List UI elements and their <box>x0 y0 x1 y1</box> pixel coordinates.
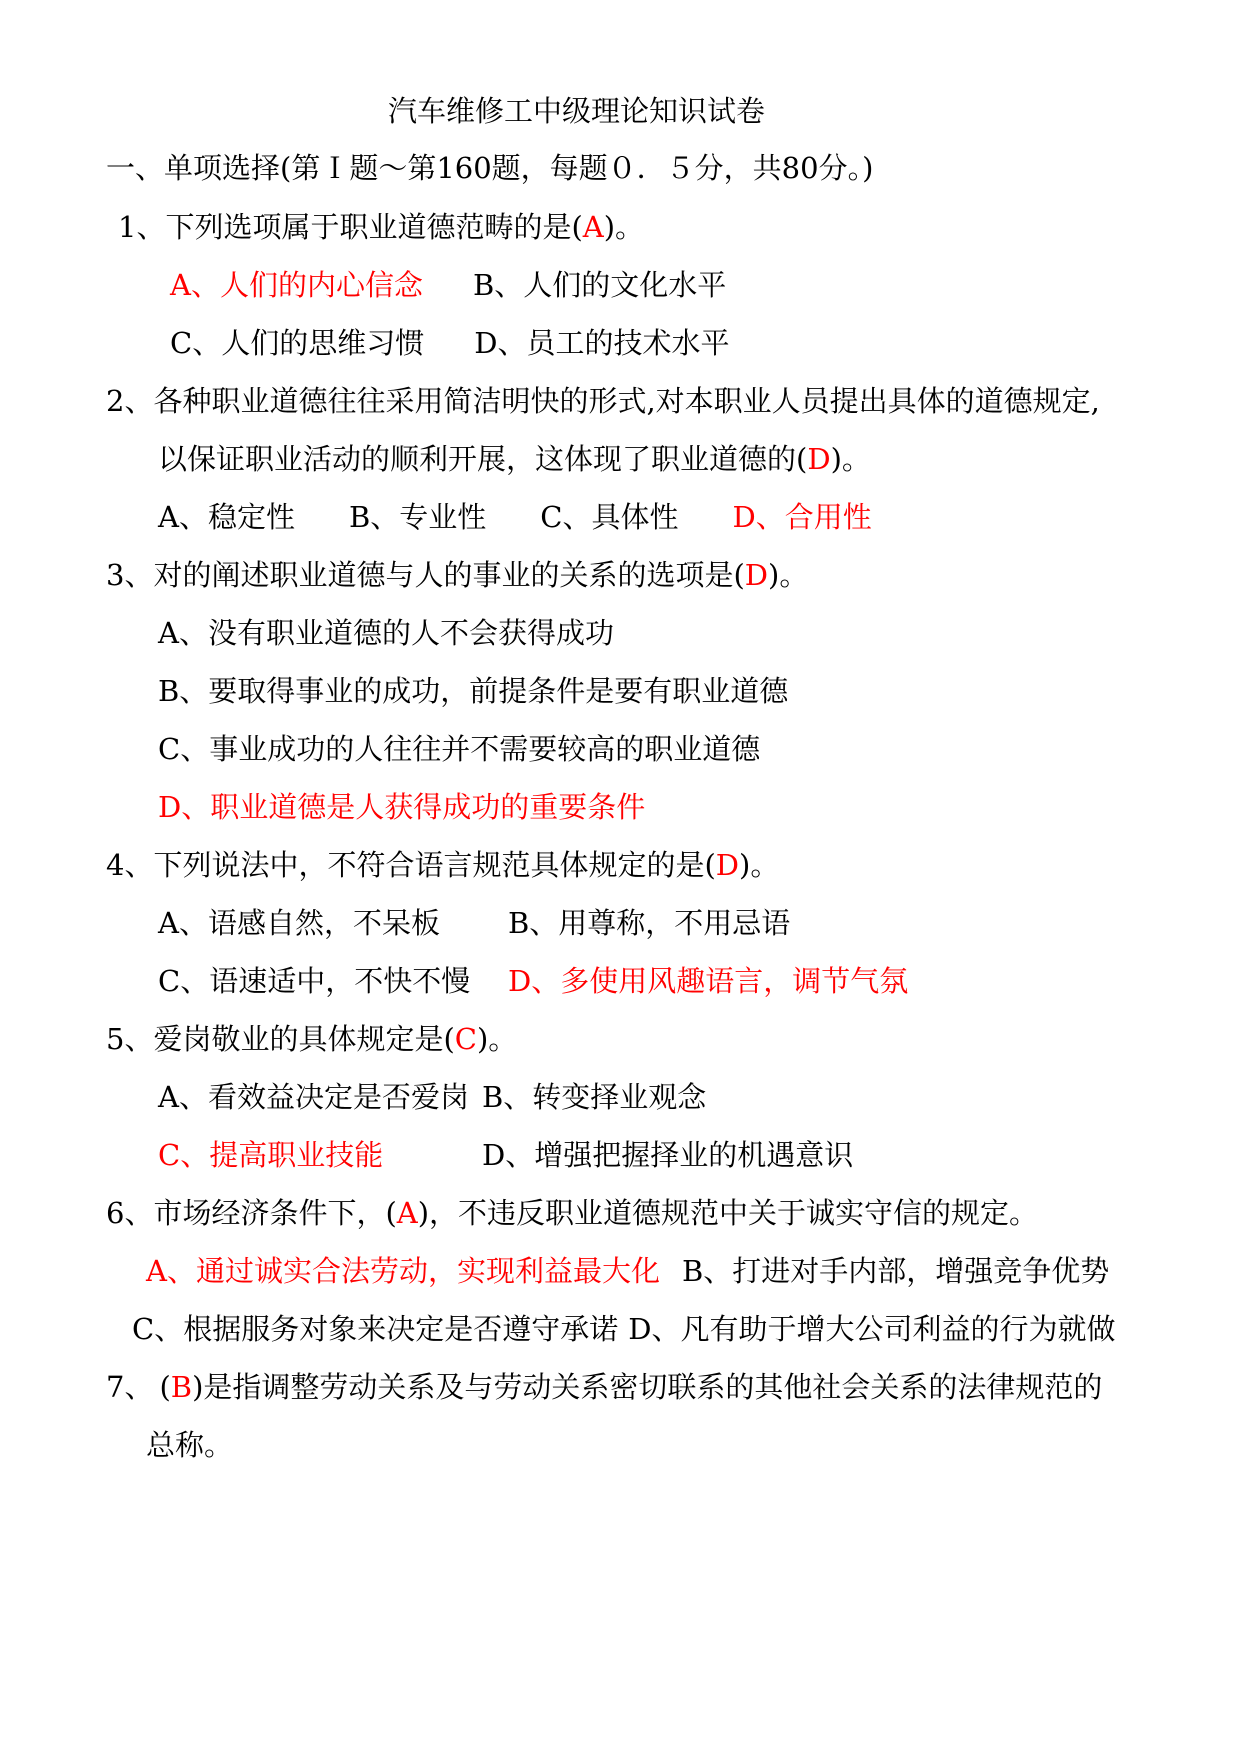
question-text: 下列选项属于职业道德范畴的是( <box>165 210 583 244</box>
question-number: 1、 <box>118 210 166 244</box>
option-c: C、人们的思维习惯 <box>170 326 425 360</box>
answer-mark: A <box>396 1196 418 1230</box>
question-5-option-c-correct: C、提高职业技能 <box>158 1138 384 1172</box>
option-a: A、稳定性 <box>158 500 295 534</box>
question-6-options-row-2 <box>132 1309 1115 1349</box>
answer-mark: B <box>170 1370 193 1404</box>
question-text: 爱岗敬业的具体规定是( <box>153 1022 455 1056</box>
question-4-option-c: C、语速适中，不快不慢 <box>158 964 471 998</box>
option-d-correct: D、合用性 <box>732 500 872 534</box>
option-d: D、员工的技术水平 <box>474 326 730 360</box>
question-5-option-d: D、增强把握择业的机遇意识 <box>482 1138 854 1172</box>
question-text: 下列说法中，不符合语言规范具体规定的是( <box>153 848 716 882</box>
question-text: 各种职业道德往往采用简洁明快的形式,对本职业人员提出具体的道德规定, <box>153 384 1100 418</box>
answer-mark: C <box>454 1022 477 1056</box>
question-5-option-b: B、转变择业观念 <box>482 1080 707 1114</box>
question-number: 3、 <box>106 558 154 592</box>
option-d: D、凡有助于增大公司利益的行为就做 <box>628 1312 1116 1346</box>
question-2-stem <box>106 381 1100 421</box>
page-title: 汽车维修工中级理论知识试卷 <box>388 94 766 128</box>
option-b: B、专业性 <box>348 500 487 534</box>
option-a-correct: A、通过诚实合法劳动，实现利益最大化 <box>146 1254 660 1288</box>
question-text-end: )。 <box>603 210 645 244</box>
question-text: 市场经济条件下，( <box>153 1196 397 1230</box>
option-c: C、根据服务对象来决定是否遵守承诺 <box>132 1312 619 1346</box>
question-number: 6、 <box>106 1196 154 1230</box>
question-text-end: )。 <box>476 1022 518 1056</box>
question-1-options-row-2 <box>170 323 729 363</box>
question-4-option-a: A、语感自然，不呆板 <box>158 906 440 940</box>
question-2-stem-line-2 <box>158 439 871 479</box>
question-text-end: )。 <box>830 442 871 476</box>
question-6-stem <box>106 1193 1038 1233</box>
option-b: B、人们的文化水平 <box>472 268 727 302</box>
question-text: ( <box>159 1370 171 1404</box>
question-4-option-b: B、用尊称，不用忌语 <box>508 906 791 940</box>
question-7-stem <box>106 1367 1102 1407</box>
question-text-end: )。 <box>739 848 780 882</box>
question-text: 对的阐述职业道德与人的事业的关系的选项是( <box>153 558 745 592</box>
question-3-option-a: A、没有职业道德的人不会获得成功 <box>158 616 614 650</box>
question-1-stem <box>118 207 644 247</box>
option-c: C、具体性 <box>540 500 679 534</box>
question-2-options-row <box>158 497 872 537</box>
question-6-options-row-1 <box>146 1251 1109 1291</box>
answer-mark: D <box>807 442 831 476</box>
question-3-option-c: C、事业成功的人往往并不需要较高的职业道德 <box>158 732 761 766</box>
section-heading: 一、单项选择(第Ｉ题～第160题，每题０．５分，共80分。) <box>106 151 874 185</box>
question-1-options-row-1 <box>170 265 726 305</box>
question-number: 5、 <box>106 1022 154 1056</box>
question-4-option-d-correct: D、多使用风趣语言，调节气氛 <box>508 964 909 998</box>
question-3-option-b: B、要取得事业的成功，前提条件是要有职业道德 <box>158 674 789 708</box>
option-a-correct: A、人们的内心信念 <box>170 268 423 302</box>
answer-mark: D <box>715 848 740 882</box>
question-number: 7、 <box>106 1370 154 1404</box>
question-5-stem <box>106 1019 517 1059</box>
option-b: B、打进对手内部，增强竞争优势 <box>681 1254 1110 1288</box>
question-number: 2、 <box>106 384 154 418</box>
answer-mark: A <box>582 210 604 244</box>
question-4-stem <box>106 845 779 885</box>
question-text-end: )，不违反职业道德规范中关于诚实守信的规定。 <box>417 1196 1039 1230</box>
question-text: 以保证职业活动的顺利开展，这体现了职业道德的( <box>158 442 808 476</box>
question-3-stem <box>106 555 808 595</box>
question-text-end: )。 <box>768 558 809 592</box>
question-text-end: )是指调整劳动关系及与劳动关系密切联系的其他社会关系的法律规范的 <box>192 1370 1103 1404</box>
question-7-stem-line-2: 总称。 <box>146 1428 234 1462</box>
answer-mark: D <box>744 558 769 592</box>
question-3-option-d-correct: D、职业道德是人获得成功的重要条件 <box>158 790 646 824</box>
question-5-option-a: A、看效益决定是否爱岗 <box>158 1080 469 1114</box>
question-number: 4、 <box>106 848 154 882</box>
